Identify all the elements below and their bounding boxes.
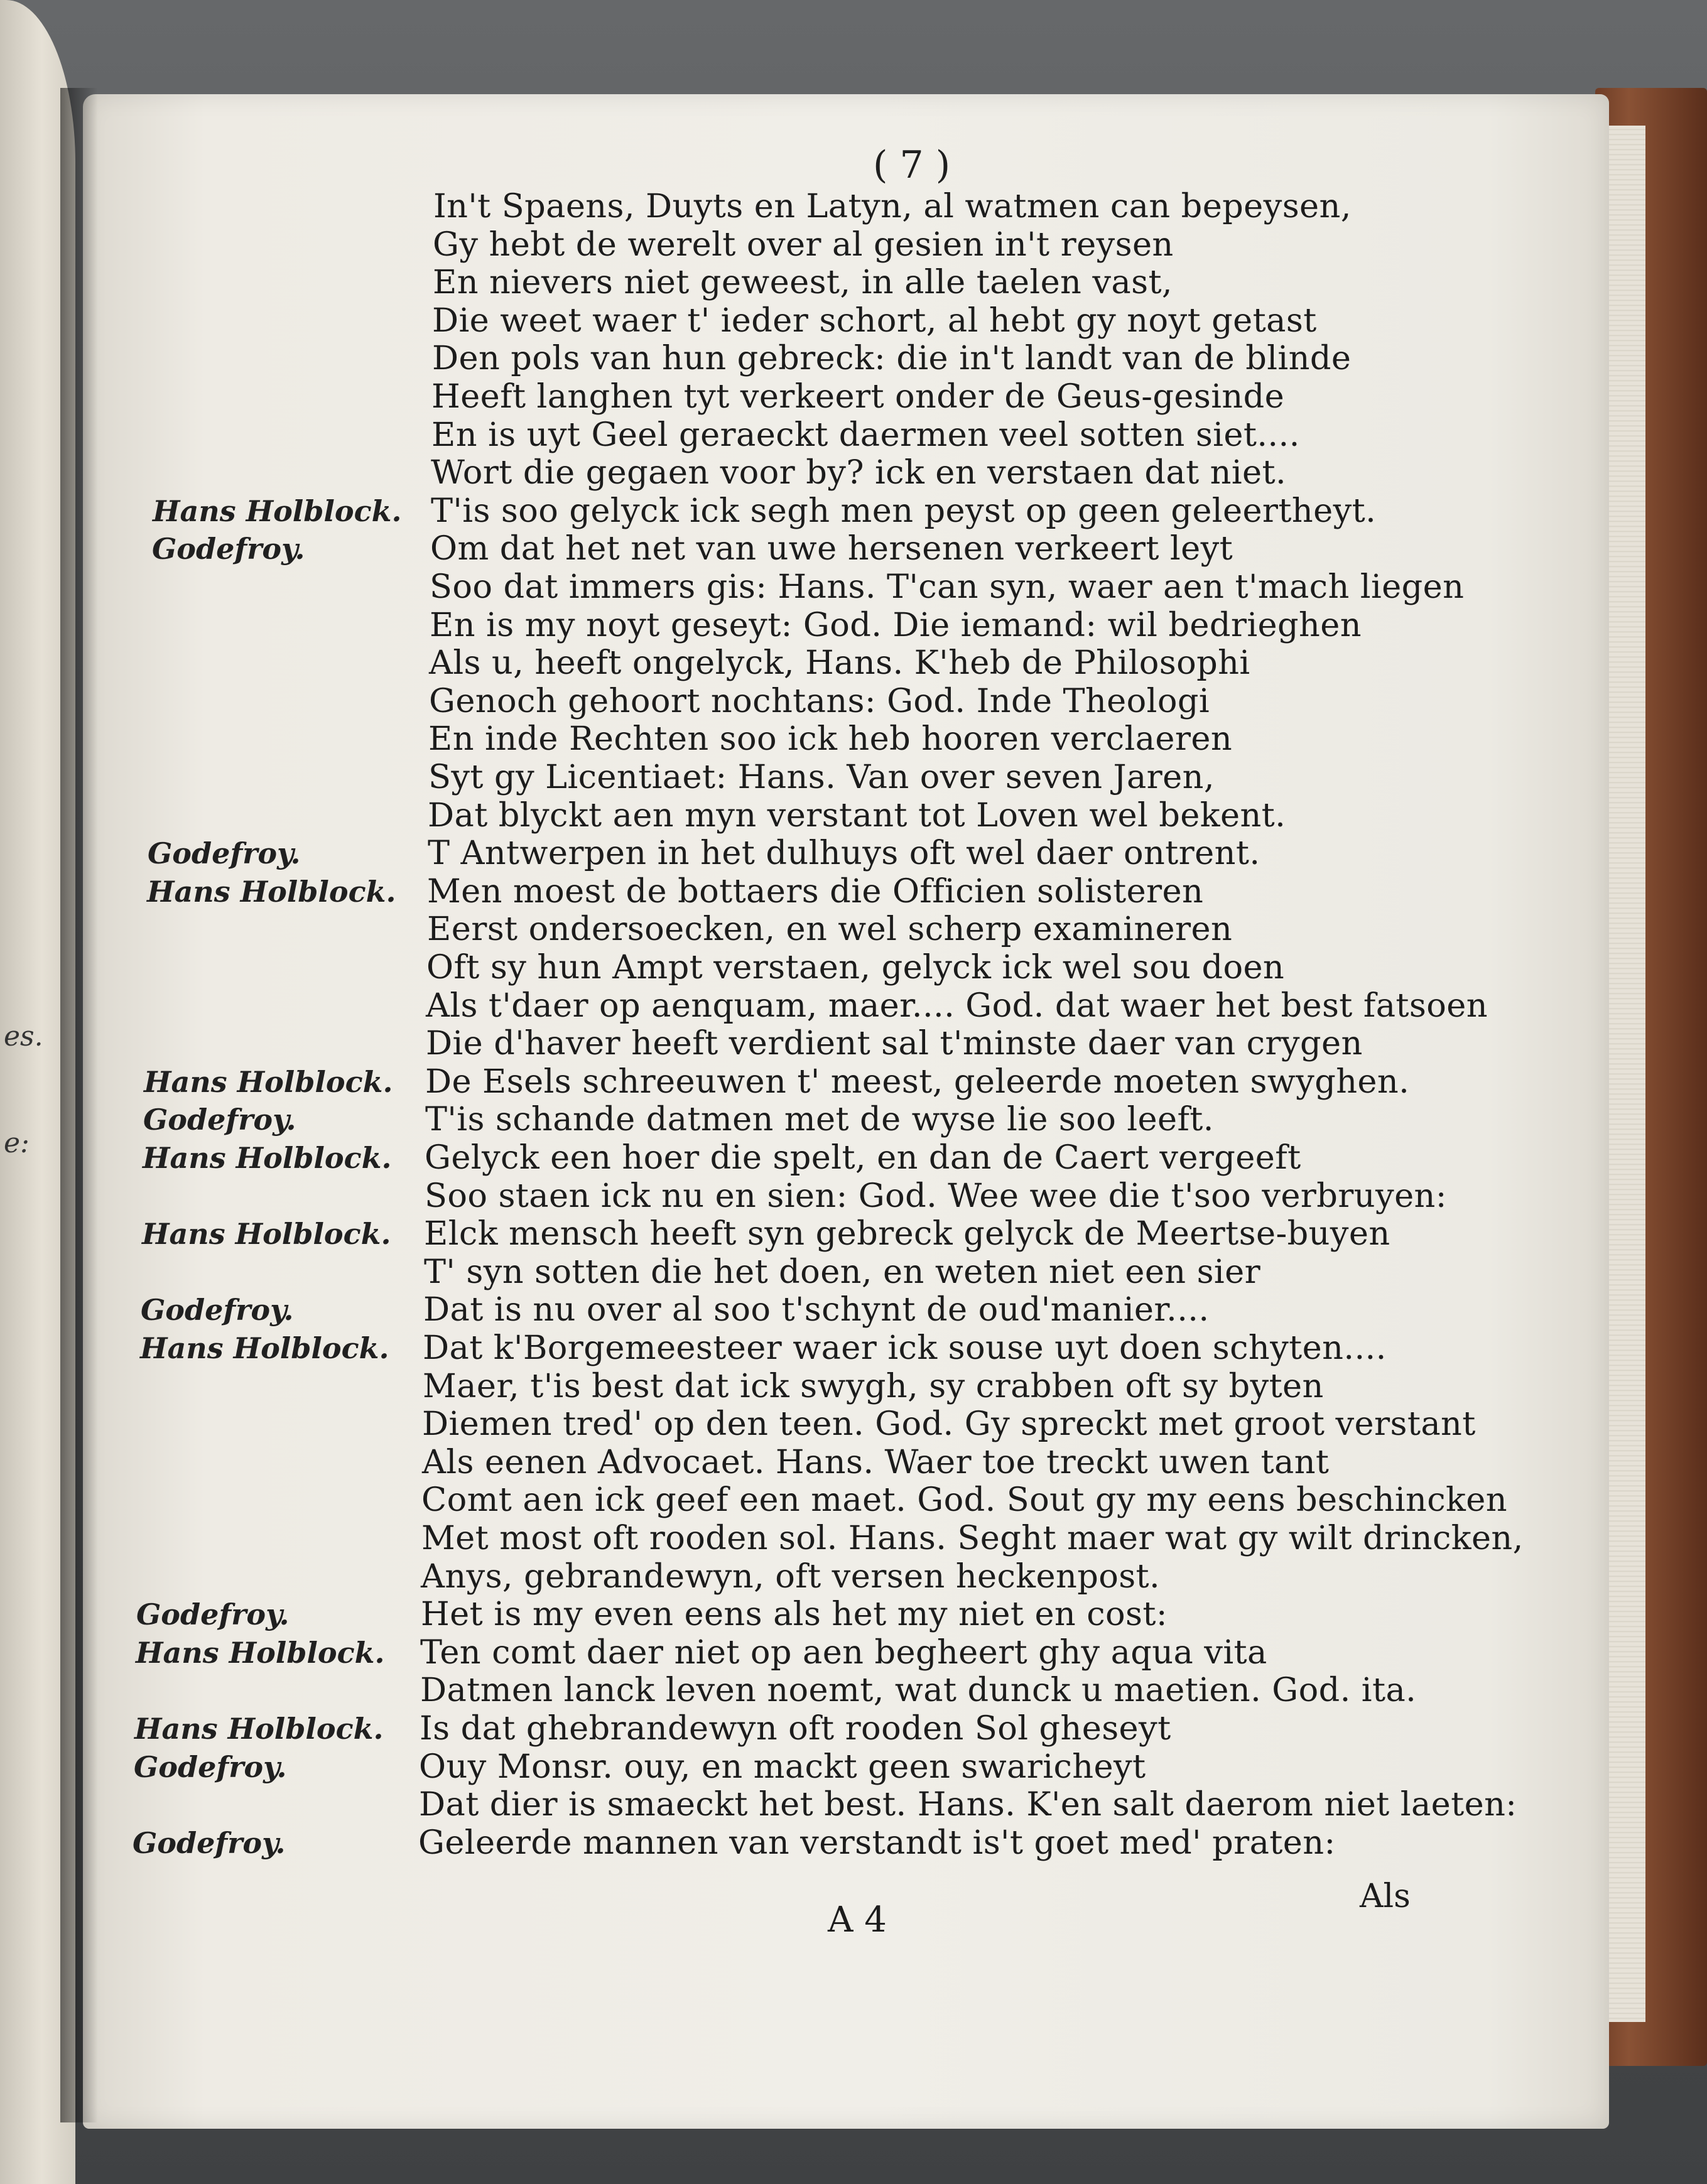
verse-line: Als eenen Advocaet. Hans. Waer toe treckt uwen tant (422, 1442, 1330, 1481)
verse-line: Datmen lanck leven noemt, wat dunck u maetien. God. ita. (420, 1671, 1417, 1710)
verse-line: T'is schande datmen met de wyse lie soo leeft. (425, 1100, 1214, 1139)
verse-line: En inde Rechten soo ick heb hooren verclaeren (428, 720, 1233, 759)
speaker-label: Godefroy. (136, 1597, 290, 1632)
verse-line: Syt gy Licentiaet: Hans. Van over seven Jaren, (428, 758, 1215, 796)
verse-line: Soo dat immers gis: Hans. T'can syn, waer aen t'mach liegen (430, 568, 1465, 606)
verse-line: Dat dier is smaeckt het best. Hans. K'en salt daerom niet laeten: (419, 1785, 1517, 1824)
left-page-fragment: es. (4, 1020, 43, 1052)
speaker-label: Godefroy. (133, 1825, 286, 1860)
verse-line: Oft sy hun Ampt verstaen, gelyck ick wel sou doen (426, 948, 1285, 987)
verse-line: Als u, heeft ongelyck, Hans. K'heb de Philosophi (429, 644, 1250, 683)
verse-line: Als t'daer op aenquam, maer.... God. dat waer het best fatsoen (426, 986, 1488, 1025)
verse-line: En is uyt Geel geraeckt daermen veel sotten siet.... (431, 415, 1300, 454)
speaker-label: Hans Holblock. (153, 494, 402, 528)
verse-line: Dat is nu over al soo t'schynt de oud'manier.... (423, 1290, 1210, 1329)
verse-line: Om dat het net van uwe hersenen verkeert leyt (430, 529, 1233, 568)
verse-line: Wort die gegaen voor by? ick en verstaen dat niet. (431, 453, 1287, 492)
verse-line: Heeft langhen tyt verkeert onder de Geus-gesinde (431, 377, 1285, 416)
catchword: Als (1360, 1878, 1411, 1915)
speaker-label: Hans Holblock. (144, 1064, 393, 1099)
speaker-label: Hans Holblock. (143, 1141, 392, 1175)
speaker-label: Godefroy. (152, 532, 305, 566)
verse-line: Die d'haver heeft verdient sal t'minste daer van crygen (426, 1024, 1363, 1063)
verse-line: Dat blyckt aen myn verstant tot Loven wel bekent. (428, 796, 1286, 835)
verse-line: Die weet waer t' ieder schort, al hebt gy noyt getast (432, 301, 1317, 340)
gutter-shadow (60, 88, 98, 2122)
speaker-label: Godefroy. (143, 1103, 296, 1137)
verse-line: Gy hebt de werelt over al gesien in't reysen (433, 225, 1174, 264)
speaker-label: Hans Holblock. (147, 874, 396, 909)
verse-line: En is my noyt geseyt: God. Die iemand: wil bedrieghen (430, 605, 1362, 644)
verse-line: Maer, t'is best dat ick swygh, sy crabben oft sy byten (423, 1366, 1324, 1405)
speaker-label: Godefroy. (148, 836, 301, 871)
verse-line: T'is soo gelyck ick segh men peyst op geen geleertheyt. (431, 491, 1377, 530)
verse-line: Soo staen ick nu en sien: God. Wee wee die t'soo verbruyen: (425, 1176, 1447, 1215)
verse-line: Ouy Monsr. ouy, en mackt geen swaricheyt (419, 1747, 1146, 1786)
verse-line: Diemen tred' op den teen. God. Gy spreckt met groot verstant (422, 1405, 1476, 1444)
verse-line: Men moest de bottaers die Officien solisteren (427, 872, 1204, 911)
speaker-label: Godefroy. (141, 1293, 294, 1327)
speaker-label: Hans Holblock. (142, 1217, 391, 1251)
speaker-label: Godefroy. (134, 1749, 287, 1784)
verse-line: Eerst ondersoecken, en wel scherp examineren (427, 910, 1233, 949)
verse-line: Met most oft rooden sol. Hans. Seght maer wat gy wilt drincken, (421, 1519, 1524, 1557)
verse-line: Is dat ghebrandewyn oft rooden Sol gheseyt (420, 1709, 1171, 1748)
verse-line: T Antwerpen in het dulhuys oft wel daer ontrent. (428, 834, 1260, 873)
speaker-label: Hans Holblock. (134, 1712, 384, 1746)
verse-line: Elck mensch heeft syn gebreck gelyck de Meertse-buyen (424, 1214, 1390, 1253)
signature-mark: A 4 (828, 1900, 887, 1940)
verse-line: Ten comt daer niet op aen begheert ghy aqua vita (420, 1633, 1267, 1672)
page-edges (1608, 126, 1645, 2022)
left-page-fragment: e: (4, 1127, 30, 1159)
verse-line: Comt aen ick geef een maet. God. Sout gy my eens beschincken (421, 1481, 1507, 1520)
verse-line: Het is my even eens als het my niet en cost: (421, 1595, 1168, 1634)
verse-line: T' syn sotten die het doen, en weten niet een sier (424, 1252, 1261, 1291)
verse-line: Anys, gebrandewyn, oft versen heckenpost. (421, 1557, 1161, 1596)
verse-line: In't Spaens, Duyts en Latyn, al watmen can bepeysen, (433, 187, 1352, 225)
verse-line: Geleerde mannen van verstandt is't goet med' praten: (418, 1823, 1336, 1862)
verse-line: Den pols van hun gebreck: die in't landt van de blinde (432, 339, 1352, 378)
verse-line: Gelyck een hoer die spelt, en dan de Caert vergeeft (425, 1138, 1301, 1177)
verse-line: Genoch gehoort nochtans: God. Inde Theologi (429, 681, 1210, 720)
verse-line: Dat k'Borgemeesteer waer ick souse uyt doen schyten.... (423, 1329, 1387, 1367)
verse-line: En nievers niet geweest, in alle taelen vast, (433, 263, 1173, 302)
page-number: ( 7 ) (873, 143, 951, 187)
verse-line: De Esels schreeuwen t' meest, geleerde moeten swyghen. (425, 1062, 1410, 1101)
speaker-label: Hans Holblock. (136, 1635, 385, 1670)
speaker-label: Hans Holblock. (140, 1331, 389, 1365)
